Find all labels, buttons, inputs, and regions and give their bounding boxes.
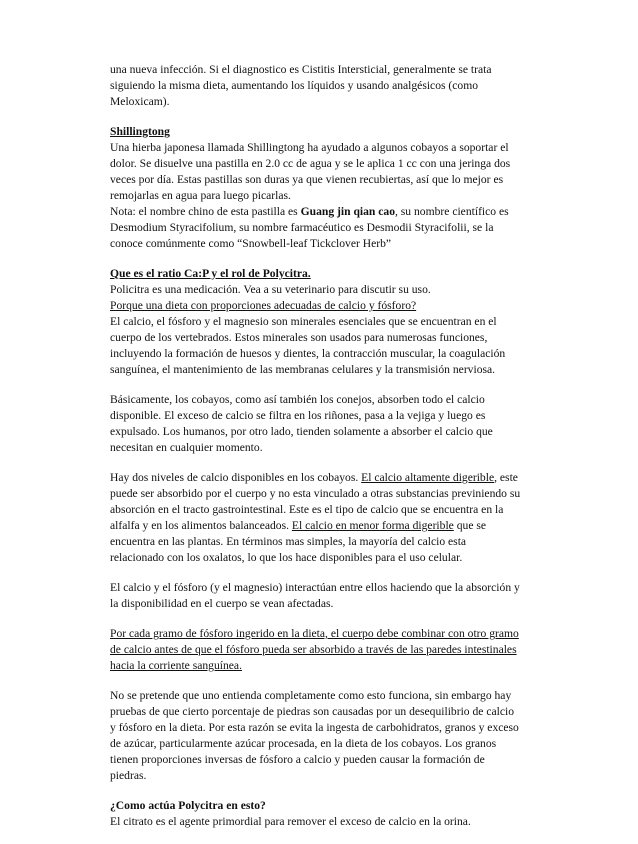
text-line: pruebas de que cierto porcentaje de piedras son causadas por un desequilibrio de calcio — [110, 705, 515, 718]
text-line: sanguínea, el mantenimiento de las membranas celulares y la transmisión nerviosa. — [110, 363, 496, 376]
text-segment: alfalfa y en los alimentos balanceados. — [110, 519, 292, 532]
underlined-line: Por cada gramo de fósforo ingerido en la dieta, el cuerpo debe combinar con otro gramo — [110, 627, 519, 640]
text-line: una nueva infección. Si el diagnostico es Cistitis Intersticial, generalmente se trata — [110, 63, 492, 76]
section-heading: ¿Como actúa Polycitra en esto? — [110, 799, 266, 812]
section-heading: Que es el ratio Ca:P y el rol de Polycitra. — [110, 267, 311, 280]
paragraph-per-gram — [110, 626, 540, 674]
subheading-line — [110, 298, 540, 314]
text-line: necesitan en cualquier momento. — [110, 441, 263, 454]
note-prefix: Nota: el nombre chino de esta pastilla es — [110, 205, 301, 218]
underlined-phrase: El calcio altamente digerible — [361, 471, 495, 484]
text-line: Desmodium Styracifolium, su nombre farmacéutico es Desmodii Styracifolii, se la — [110, 221, 494, 234]
paragraph-levels — [110, 470, 540, 566]
text-line: puede ser absorbido por el cuerpo y no esta vinculado a otras substancias previniendo su — [110, 487, 521, 500]
paragraph-pretend — [110, 688, 540, 784]
underlined-question: Porque una dieta con proporciones adecuadas de calcio y fósforo? — [110, 299, 417, 312]
underlined-phrase: El calcio en menor forma digerible — [291, 519, 454, 532]
text-line: El calcio, el fósforo y el magnesio son minerales esenciales que se encuentran en el — [110, 315, 497, 328]
text-line: piedras. — [110, 769, 147, 782]
paragraph-intro — [110, 62, 540, 110]
text-line: de azúcar, particularmente azúcar procesada, en la dieta de los cobayos. Los granos — [110, 737, 497, 750]
note-suffix: , su nombre científico es — [395, 205, 509, 218]
text-line: siguiendo la misma dieta, aumentando los líquidos y usando analgésicos (como — [110, 79, 479, 92]
document-page — [110, 62, 540, 844]
paragraph-basically — [110, 392, 540, 456]
text-line — [110, 658, 540, 674]
paragraph-interaction — [110, 580, 540, 612]
underlined-phrase: hacia la corriente sanguínea. — [110, 659, 242, 672]
text-line: relacionado con los oxalatos, lo que los hace disponibles para el uso celular. — [110, 551, 463, 564]
text-line — [110, 518, 540, 534]
text-segment: que se — [453, 519, 487, 532]
text-line: disponible. El exceso de calcio se filtra en los riñones, pasa a la vejiga y luego es — [110, 409, 486, 422]
text-line: remojarlas en agua para luego picarlas. — [110, 189, 291, 202]
text-line: absorción en el tracto gastrointestinal. Este es el tipo de calcio que se encuentra en la — [110, 503, 504, 516]
text-line: y fósforo en la dieta. Por esta razón se evita la ingesta de carbohidratos, granos y exceso — [110, 721, 519, 734]
text-line: conoce comúnmente como “Snowbell-leaf Tickclover Herb” — [110, 237, 392, 250]
text-segment: Hay dos niveles de calcio disponibles en los cobayos. — [110, 471, 362, 484]
text-line: Una hierba japonesa llamada Shillingtong ha ayudado a algunos cobayos a soportar el — [110, 141, 509, 154]
text-line: El citrato es el agente primordial para remover el exceso de calcio en la orina. — [110, 815, 471, 828]
text-line: encuentra en las plantas. En términos mas simples, la mayoría del calcio esta — [110, 535, 467, 548]
text-line: la disponibilidad en el cuerpo se vean afectadas. — [110, 597, 334, 610]
text-line: Policitra es una medicación. Vea a su veterinario para discutir su uso. — [110, 283, 431, 296]
text-line: veces por día. Estas pastillas son duras ya que vienen recubiertas, así que lo mejor es — [110, 173, 504, 186]
text-line: Básicamente, los cobayos, como así también los conejos, absorben todo el calcio — [110, 393, 485, 406]
text-line: tienen proporciones inversas de fósforo a calcio y pueden causar la formación de — [110, 753, 485, 766]
section-heading: Shillingtong — [110, 125, 170, 138]
text-line: incluyendo la formación de huesos y dientes, la contracción muscular, la coagulación — [110, 347, 506, 360]
section-polycitra — [110, 798, 540, 830]
chinese-name: Guang jin qian cao — [300, 205, 395, 218]
note-line — [110, 204, 540, 220]
text-segment: , este — [494, 471, 518, 484]
text-line: No se pretende que uno entienda completamente como esto funciona, sin embargo hay — [110, 689, 512, 702]
text-line — [110, 470, 540, 486]
section-ratio — [110, 266, 540, 378]
text-line: dolor. Se disuelve una pastilla en 2.0 cc de agua y se le aplica 1 cc con una jeringa dos — [110, 157, 511, 170]
section-shillingtong — [110, 124, 540, 252]
text-line: cuerpo de los vertebrados. Estos minerales son usados para numerosas funciones, — [110, 331, 488, 344]
text-line: El calcio y el fósforo (y el magnesio) interactúan entre ellos haciendo que la absorción y — [110, 581, 520, 594]
text-line: expulsado. Los humanos, por otro lado, tienden solamente a absorber el calcio que — [110, 425, 493, 438]
underlined-line: de calcio antes de que el fósforo pueda ser absorbido a través de las paredes intestinales — [110, 643, 517, 656]
text-line: Meloxicam). — [110, 95, 170, 108]
